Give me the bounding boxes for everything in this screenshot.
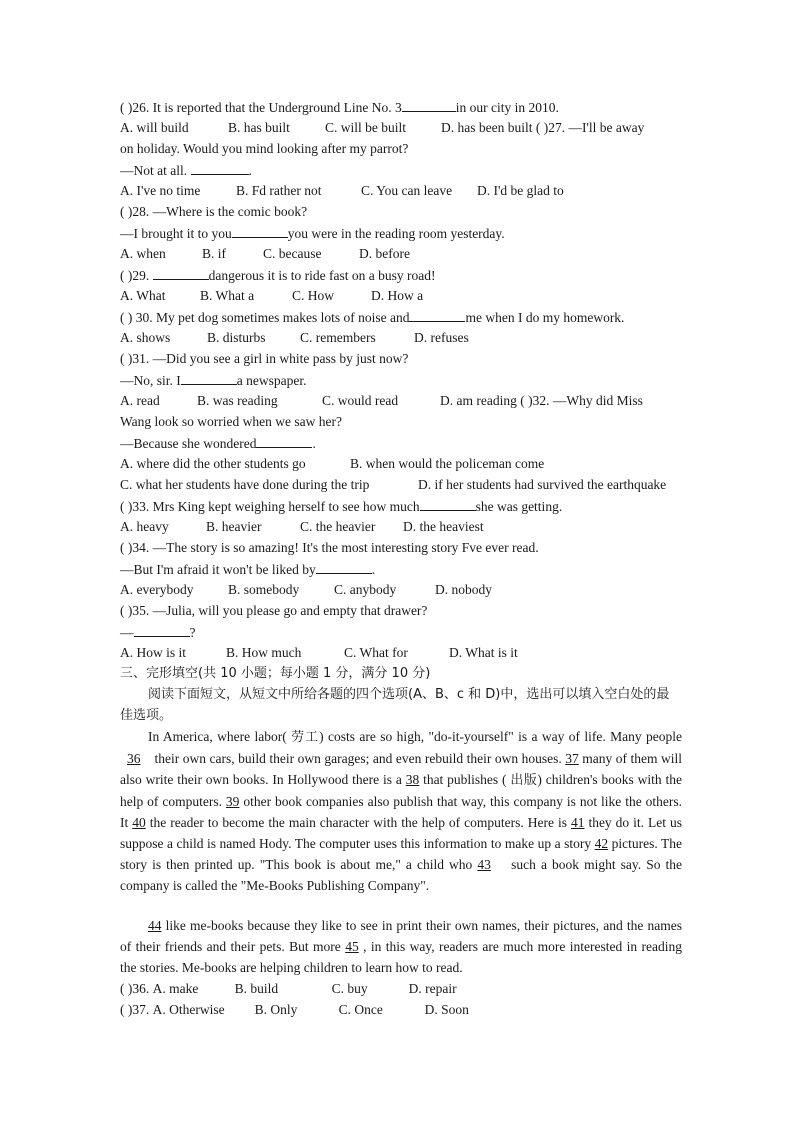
option: A. Otherwise [152, 1002, 225, 1017]
option: D. I'd be glad to [477, 183, 564, 198]
cloze-number: 39 [225, 794, 240, 809]
cloze-number: 41 [570, 815, 585, 830]
question-27-options [120, 180, 682, 201]
answer-blank [181, 369, 237, 385]
cloze-number: 45 [345, 939, 359, 954]
question-34-stem: ( )34. —The story is so amazing! It's the most interesting story Fve ever read. [120, 540, 539, 555]
option: C. what her students have done during the trip [120, 477, 370, 492]
question-29-options [120, 285, 682, 306]
answer-blank [409, 306, 465, 322]
option: C. Once [338, 1002, 383, 1017]
answer-bracket[interactable]: ( )35. [120, 603, 153, 618]
option: B. heavier [206, 519, 262, 534]
answer-bracket[interactable]: ( )26. [120, 100, 153, 115]
option: D. Soon [424, 1002, 469, 1017]
option: A. make [152, 981, 199, 996]
option: B. disturbs [207, 330, 266, 345]
answer-blank [402, 96, 456, 112]
cloze-question-36 [120, 978, 682, 999]
question-32-options-row2 [120, 474, 682, 495]
option: D. refuses [414, 330, 469, 345]
question-32-options-row1 [120, 453, 682, 474]
answer-bracket[interactable]: ( )37. [120, 1002, 153, 1017]
section-heading: 三、完形填空(共 10 小题；每小题 1 分，满分 10 分) [120, 666, 431, 681]
question-26-stem: ( )26. It is reported that the Underground Line No. 3 in our city in 2010. [120, 96, 682, 117]
option: D. if her students had survived the earthquake [418, 477, 667, 492]
option: B. has built [228, 120, 290, 135]
option: A. What [120, 288, 166, 303]
question-28-options [120, 243, 682, 264]
option: A. heavy [120, 519, 169, 534]
option: C. because [263, 246, 322, 261]
option: D. repair [408, 981, 457, 996]
question-27-stem: on holiday. Would you mind looking after my parrot? [120, 141, 409, 156]
question-35-stem: ( )35. —Julia, will you please go and empty that drawer? [120, 603, 428, 618]
answer-bracket[interactable]: ( ) 30. [120, 310, 156, 325]
option: C. will be built [325, 120, 406, 135]
cloze-paragraph-1: In America, where labor( 劳工) costs are so high, "do-it-yourself" is a way of life. Many people 36 their own cars, build their own garages; and even rebuild their own houses. 37 many of them will also write their own books. In Hollywood there is a 38 that publishes ( 出版) children's books with the help of computers. 39 other book companies also publish that way, this company is not like the others. It 40 the reader to become the main character with the help of computers. Here is 41 they do it. Let us suppose a child is named Hody. The computer uses this information to make up a story 42 pictures. The story is then printed up. "This book is about me," a child who 43 such a book might say. So the company is called the "Me-Books Publishing Company". [120, 729, 683, 893]
answer-bracket[interactable]: ( )29. [120, 268, 153, 283]
option: D. the heaviest [403, 519, 484, 534]
question-28-reply: —I brought it to you you were in the reading room yesterday. [120, 222, 682, 243]
option: B. How much [226, 645, 302, 660]
question-34-reply: —But I'm afraid it won't be liked by . [120, 558, 682, 579]
option: C. the heavier [300, 519, 376, 534]
question-30-stem: ( ) 30. My pet dog sometimes makes lots of noise and me when I do my homework. [120, 306, 682, 327]
option: A. when [120, 246, 166, 261]
answer-blank [232, 222, 288, 238]
answer-blank [134, 621, 190, 637]
option: C. How [292, 288, 335, 303]
option: B. Fd rather not [236, 183, 322, 198]
option: B. Only [254, 1002, 298, 1017]
answer-bracket[interactable]: ( )31. [120, 351, 153, 366]
question-32-reply: —Because she wondered . [120, 432, 682, 453]
option: D. How a [371, 288, 424, 303]
option: D. am reading [440, 393, 517, 408]
cloze-number: 37 [565, 751, 579, 766]
section-instruction: 阅读下面短文，从短文中所给各题的四个选项(A、B、c 和 D)中，选出可以填入空白处的最佳选项。 [120, 687, 670, 723]
question-33-stem: ( )33. Mrs King kept weighing herself to see how much she was getting. [120, 495, 682, 516]
option: B. What a [200, 288, 255, 303]
cloze-number: 44 [148, 918, 162, 933]
option: A. everybody [120, 582, 194, 597]
answer-blank [420, 495, 476, 511]
question-28-stem: ( )28. —Where is the comic book? [120, 204, 308, 219]
option: B. when would the policeman come [350, 456, 545, 471]
option: A. will build [120, 120, 189, 135]
option: B. if [202, 246, 227, 261]
option: B. somebody [228, 582, 300, 597]
question-32-stem: Wang look so worried when we saw her? [120, 414, 342, 429]
option: B. was reading [197, 393, 278, 408]
answer-bracket[interactable]: ( )34. [120, 540, 153, 555]
option: A. I've no time [120, 183, 201, 198]
question-30-options [120, 327, 682, 348]
answer-blank [153, 264, 209, 280]
answer-blank [256, 432, 312, 448]
cloze-question-37 [120, 999, 682, 1020]
option: C. remembers [300, 330, 376, 345]
answer-blank [191, 159, 249, 175]
answer-bracket[interactable]: ( )32. [520, 393, 553, 408]
question-31-stem: ( )31. —Did you see a girl in white pass by just now? [120, 351, 409, 366]
question-35-reply: — ? [120, 621, 682, 642]
cloze-number: 36 [127, 751, 141, 766]
option: C. You can leave [361, 183, 453, 198]
cloze-number: 42 [594, 836, 609, 851]
question-35-options [120, 642, 682, 663]
cloze-number: 38 [405, 772, 420, 787]
option: D. nobody [435, 582, 492, 597]
option: D. before [359, 246, 410, 261]
option: C. buy [331, 981, 368, 996]
cloze-paragraph-2: 44 like me-books because they like to see in print their own names, their pictures, and the names of their friends and their pets. But more 45 , in this way, readers are much more interested in reading the stories. Me-books are helping children to learn how to read. [120, 918, 682, 975]
answer-bracket[interactable]: ( )33. [120, 499, 153, 514]
option: D. has been built [441, 120, 533, 135]
question-31-reply: —No, sir. I a newspaper. [120, 369, 682, 390]
question-31-options-and-32: A. read B. was reading C. would read D. am reading ( )32. —Why did Miss [120, 390, 682, 411]
exam-page [120, 96, 682, 1020]
question-34-options [120, 579, 682, 600]
question-27-reply: —Not at all. . [120, 159, 682, 180]
option: C. anybody [334, 582, 397, 597]
answer-blank [316, 558, 372, 574]
cloze-number: 40 [132, 815, 146, 830]
option: C. would read [322, 393, 399, 408]
answer-bracket[interactable]: ( )27. [535, 120, 569, 135]
question-29-stem: ( )29. dangerous it is to ride fast on a busy road! [120, 264, 682, 285]
option: A. How is it [120, 645, 187, 660]
question-33-options [120, 516, 682, 537]
option: A. shows [120, 330, 171, 345]
option: C. What for [344, 645, 408, 660]
answer-bracket[interactable]: ( )28. [120, 204, 153, 219]
cloze-number: 43 [477, 857, 491, 872]
option: B. build [234, 981, 279, 996]
option: A. where did the other students go [120, 456, 306, 471]
option: A. read [120, 393, 160, 408]
answer-bracket[interactable]: ( )36. [120, 981, 153, 996]
option: D. What is it [449, 645, 518, 660]
question-26-options-and-27: A. will build B. has built C. will be built D. has been built ( )27. —I'll be away [120, 117, 682, 138]
